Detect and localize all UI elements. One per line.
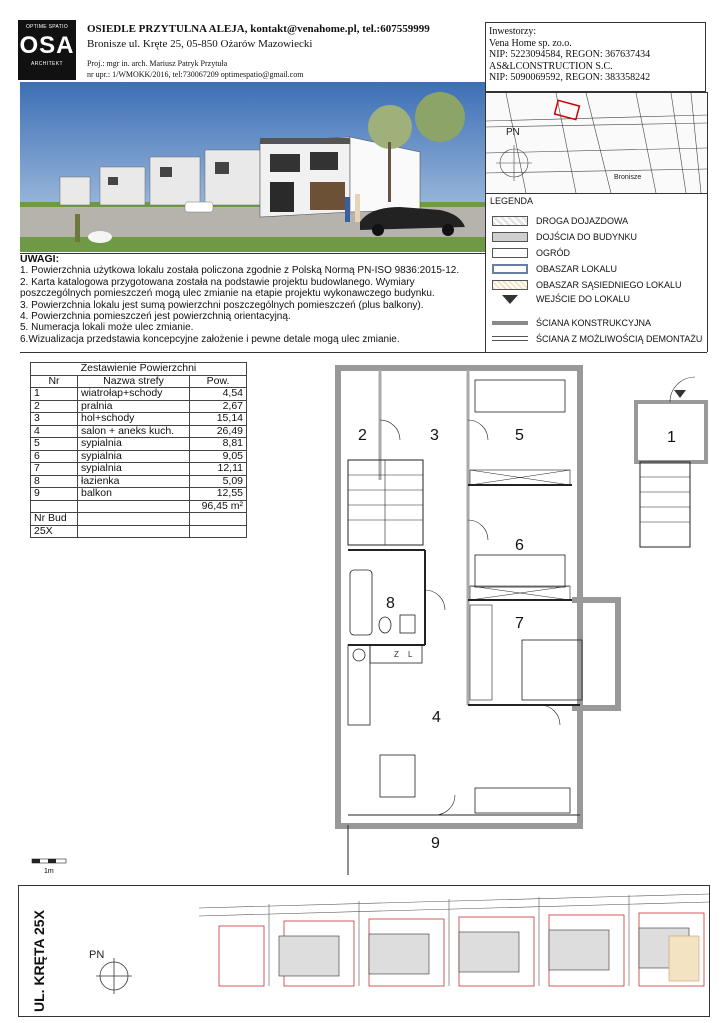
table-row [31, 488, 247, 501]
note-line: 1. Powierzchnia użytkowa lokalu została policzona zgodnie z Polską Normą PN-ISO 9836:2015-12. [20, 265, 460, 277]
legend-label: ŚCIANA Z MOŻLIWOŚCIĄ DEMONTAŻU [536, 334, 703, 344]
table-row [31, 400, 247, 413]
kitchen-appliance-label: L [408, 650, 413, 659]
room-area: 5,09 [190, 475, 247, 488]
room-name: hol+schody [78, 413, 190, 426]
table-row [31, 525, 247, 538]
room-number: 4 [31, 425, 78, 438]
empty-cell [190, 513, 247, 526]
legend-label: DROGA DOJAZDOWA [536, 216, 629, 226]
room-label-7: 7 [515, 615, 524, 632]
room-area: 15,14 [190, 413, 247, 426]
entrance-arrow-icon [492, 294, 528, 306]
logo-mark: OSA [19, 32, 75, 59]
table-header-row [31, 375, 247, 388]
investor-line: Inwestorzy: [489, 26, 537, 37]
empty-cell [190, 525, 247, 538]
room-label-8: 8 [386, 595, 395, 612]
building-visualization [20, 82, 485, 252]
room-name: wiatrołap+schody [78, 388, 190, 401]
site-plan-drawing [19, 886, 709, 1016]
legend-label: OBASZAR SĄSIEDNIEGO LOKALU [536, 280, 682, 290]
investor-line: NIP: 5090069592, REGON: 383358242 [489, 72, 651, 83]
room-label-9: 9 [431, 835, 440, 852]
room-area: 12,11 [190, 463, 247, 476]
map-place-label: Bronisze [614, 174, 642, 181]
nr-bud-label: Nr Bud [31, 513, 78, 526]
table-title-row [31, 363, 247, 376]
legend-swatch [492, 280, 528, 290]
investor-box [485, 22, 706, 92]
room-name: sypialnia [78, 450, 190, 463]
kitchen-appliance-label: Z [394, 650, 399, 659]
architect-logo [18, 20, 76, 80]
col-header: Nazwa strefy [78, 375, 190, 388]
estate-address: Bronisze ul. Kręte 25, 05-850 Ożarów Mazowiecki [87, 38, 313, 50]
note-line: 6.Wizualizacja przedstawia koncepcyjne założenie i pewne detale mogą ulec zmianie. [20, 333, 400, 345]
room-area: 9,05 [190, 450, 247, 463]
legend-title: LEGENDA [490, 196, 534, 206]
logo-tagline: OPTIME SPATIO [25, 24, 69, 30]
room-number: 2 [31, 400, 78, 413]
room-name: salon + aneks kuch. [78, 425, 190, 438]
structural-wall-swatch [492, 321, 528, 325]
street-name: UL. KRĘTA 25X [31, 910, 47, 1012]
room-label-5: 5 [515, 427, 524, 444]
room-number: 5 [31, 438, 78, 451]
notes-heading: UWAGI: [20, 253, 60, 265]
investor-line: Vena Home sp. zo.o. [489, 37, 572, 49]
table-row [31, 438, 247, 451]
removable-wall-swatch-line [492, 340, 528, 341]
note-line: 2. Karta katalogowa przygotowana została na podstawie projektu budowlanego. Wymiary [20, 276, 415, 288]
table-total-row [31, 500, 247, 513]
scale-label: 1m [44, 868, 54, 875]
room-name: sypialnia [78, 438, 190, 451]
north-label: PN [89, 949, 105, 961]
room-label-6: 6 [515, 537, 524, 554]
table-row [31, 413, 247, 426]
legend-label: DOJŚCIA DO BUDYNKU [536, 232, 638, 242]
logo-subtitle: ARCHITEKT [31, 61, 63, 67]
legend-swatch [492, 264, 528, 274]
room-area: 4,54 [190, 388, 247, 401]
floor-plan [330, 360, 645, 875]
empty-cell [78, 513, 190, 526]
street-label [16, 892, 58, 1014]
location-map-drawing [486, 93, 707, 193]
removable-wall-swatch-line [492, 336, 528, 337]
room-number: 6 [31, 450, 78, 463]
legend-swatch [492, 232, 528, 242]
nr-bud-value: 25X [31, 525, 78, 538]
table-row [31, 388, 247, 401]
table-row [31, 513, 247, 526]
map-north-label: PN [506, 127, 520, 138]
room-name: balkon [78, 488, 190, 501]
room-area: 12,55 [190, 488, 247, 501]
col-header: Nr [31, 375, 78, 388]
legend-swatch [492, 248, 528, 258]
legend-swatch [492, 216, 528, 226]
total-area: 96,45 m² [190, 500, 247, 513]
empty-cell [78, 525, 190, 538]
legend-label: WEJŚCIE DO LOKALU [536, 294, 631, 304]
note-line: 3. Powierzchnia lokalu jest sumą powierzchni poszczególnych pomieszczeń (plus balkony). [20, 299, 424, 311]
location-map [485, 92, 708, 194]
table-row [31, 475, 247, 488]
table-row [31, 463, 247, 476]
room-name: sypialnia [78, 463, 190, 476]
room-number: 1 [31, 388, 78, 401]
table-row [31, 450, 247, 463]
estate-title: OSIEDLE PRZYTULNA ALEJA, kontakt@venahome.pl, tel.:607559999 [87, 23, 430, 35]
notes [20, 254, 485, 354]
room-name: łazienka [78, 475, 190, 488]
room-number: 8 [31, 475, 78, 488]
empty-cell [31, 500, 78, 513]
legend-label: OBASZAR LOKALU [536, 264, 618, 274]
room-area: 26,49 [190, 425, 247, 438]
site-plan [18, 885, 710, 1017]
room-label-3: 3 [430, 427, 439, 444]
entrance-plan [630, 362, 710, 552]
room-label-1: 1 [667, 429, 676, 446]
legend [485, 192, 708, 352]
investor-line: AS&LCONSTRUCTION S.C. [489, 60, 613, 72]
room-number: 7 [31, 463, 78, 476]
investor-line: NIP: 5223094584, REGON: 367637434 [489, 49, 651, 60]
architect-name: Proj.: mgr in. arch. Mariusz Patryk Przytuła [87, 59, 228, 68]
empty-cell [78, 500, 190, 513]
legend-label: OGRÓD [536, 248, 571, 258]
architect-permit: nr upr.: 1/WMOKK/2016, tel:730067209 optimespatio@gmail.com [87, 70, 304, 79]
room-area: 8,81 [190, 438, 247, 451]
col-header: Pow. [190, 375, 247, 388]
table-row [31, 425, 247, 438]
note-line: 4. Powierzchnia pomieszczeń jest powierzchnią orientacyjną. [20, 311, 291, 323]
room-number: 3 [31, 413, 78, 426]
room-number: 9 [31, 488, 78, 501]
scale-bar [30, 855, 70, 877]
room-name: pralnia [78, 400, 190, 413]
table-title: Zestawienie Powierzchni [31, 363, 247, 376]
area-table [30, 362, 247, 538]
visualization-image [20, 82, 485, 252]
room-area: 2,67 [190, 400, 247, 413]
room-label-4: 4 [432, 709, 441, 726]
legend-label: ŚCIANA KONSTRUKCYJNA [536, 318, 652, 328]
note-line: poszczególnych pomieszczeń mogą ulec zmianie na etapie projektu wykonawczego budynku. [20, 288, 435, 300]
room-label-2: 2 [358, 427, 367, 444]
note-line: 5. Numeracja lokali może ulec zmianie. [20, 322, 194, 334]
